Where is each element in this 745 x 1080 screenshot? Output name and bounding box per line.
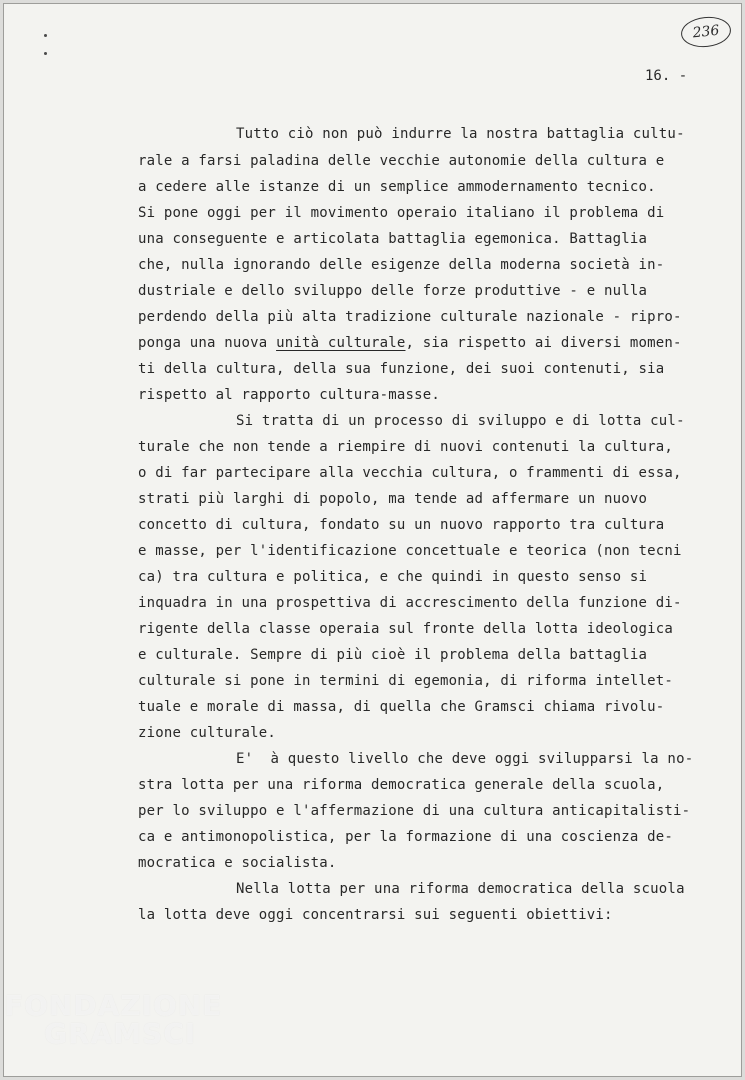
text-segment: , sia rispetto ai diversi momen- [405, 335, 682, 351]
text-line: la lotta deve oggi concentrarsi sui seguenti obiettivi: [138, 907, 613, 923]
text-line: dustriale e dello sviluppo delle forze produttive - e nulla [138, 283, 648, 299]
text-line: zione culturale. [138, 725, 277, 741]
text-line: turale che non tende a riempire di nuovi contenuti la cultura, [138, 439, 673, 455]
text-line: E' à questo livello che deve oggi svilupparsi la no- [236, 751, 694, 767]
text-line: una conseguente e articolata battaglia egemonica. Battaglia [138, 231, 648, 247]
text-line: strati più larghi di popolo, ma tende ad affermare un nuovo [138, 491, 648, 507]
text-line: che, nulla ignorando delle esigenze della moderna società in- [138, 257, 665, 273]
text-line: concetto di cultura, fondato su un nuovo rapporto tra cultura [138, 517, 665, 533]
text-line: e culturale. Sempre di più cioè il problema della battaglia [138, 647, 648, 663]
text-line: Tutto ciò non può indurre la nostra battaglia cultu- [236, 126, 685, 142]
text-line: culturale si pone in termini di egemonia, di riforma intellet- [138, 673, 673, 689]
archive-watermark [4, 989, 223, 1050]
text-line: tuale e morale di massa, di quella che Gramsci chiama rivolu- [138, 699, 665, 715]
text-segment: ponga una nuova [138, 335, 277, 351]
text-line: rispetto al rapporto cultura-masse. [138, 387, 441, 403]
punch-hole-mark [44, 34, 47, 37]
text-line: rigente della classe operaia sul fronte della lotta ideologica [138, 621, 673, 637]
text-line: rale a farsi paladina delle vecchie autonomie della cultura e [138, 153, 665, 169]
text-line: a cedere alle istanze di un semplice ammodernamento tecnico. [138, 179, 656, 195]
text-line: Nella lotta per una riforma democratica della scuola [236, 881, 685, 897]
text-line: Si pone oggi per il movimento operaio italiano il problema di [138, 205, 665, 221]
text-line: stra lotta per una riforma democratica generale della scuola, [138, 777, 665, 793]
text-line: ca) tra cultura e politica, e che quindi in questo senso si [138, 569, 648, 585]
text-line: o di far partecipare alla vecchia cultura, o frammenti di essa, [138, 465, 682, 481]
archive-number-stamp: 236 [680, 14, 733, 49]
text-line: ti della cultura, della sua funzione, dei suoi contenuti, sia [138, 361, 665, 377]
watermark-line: GRAMSCI [44, 1017, 197, 1050]
punch-hole-mark [44, 52, 47, 55]
text-line: Si tratta di un processo di sviluppo e di lotta cul- [236, 413, 685, 429]
underlined-phrase: unità culturale [276, 335, 406, 351]
watermark-line: FONDAZIONE [4, 989, 223, 1022]
text-line: ca e antimonopolistica, per la formazione di una coscienza de- [138, 829, 673, 845]
document-page [3, 3, 742, 1077]
page-number: 16. - [645, 68, 688, 84]
text-line: perdendo della più alta tradizione culturale nazionale - ripro- [138, 309, 682, 325]
text-line: inquadra in una prospettiva di accrescimento della funzione di- [138, 595, 682, 611]
text-line: e masse, per l'identificazione concettuale e teorica (non tecni [138, 543, 682, 559]
text-line: mocratica e socialista. [138, 855, 337, 871]
text-line: per lo sviluppo e l'affermazione di una cultura anticapitalisti- [138, 803, 691, 819]
text-line [138, 333, 682, 353]
